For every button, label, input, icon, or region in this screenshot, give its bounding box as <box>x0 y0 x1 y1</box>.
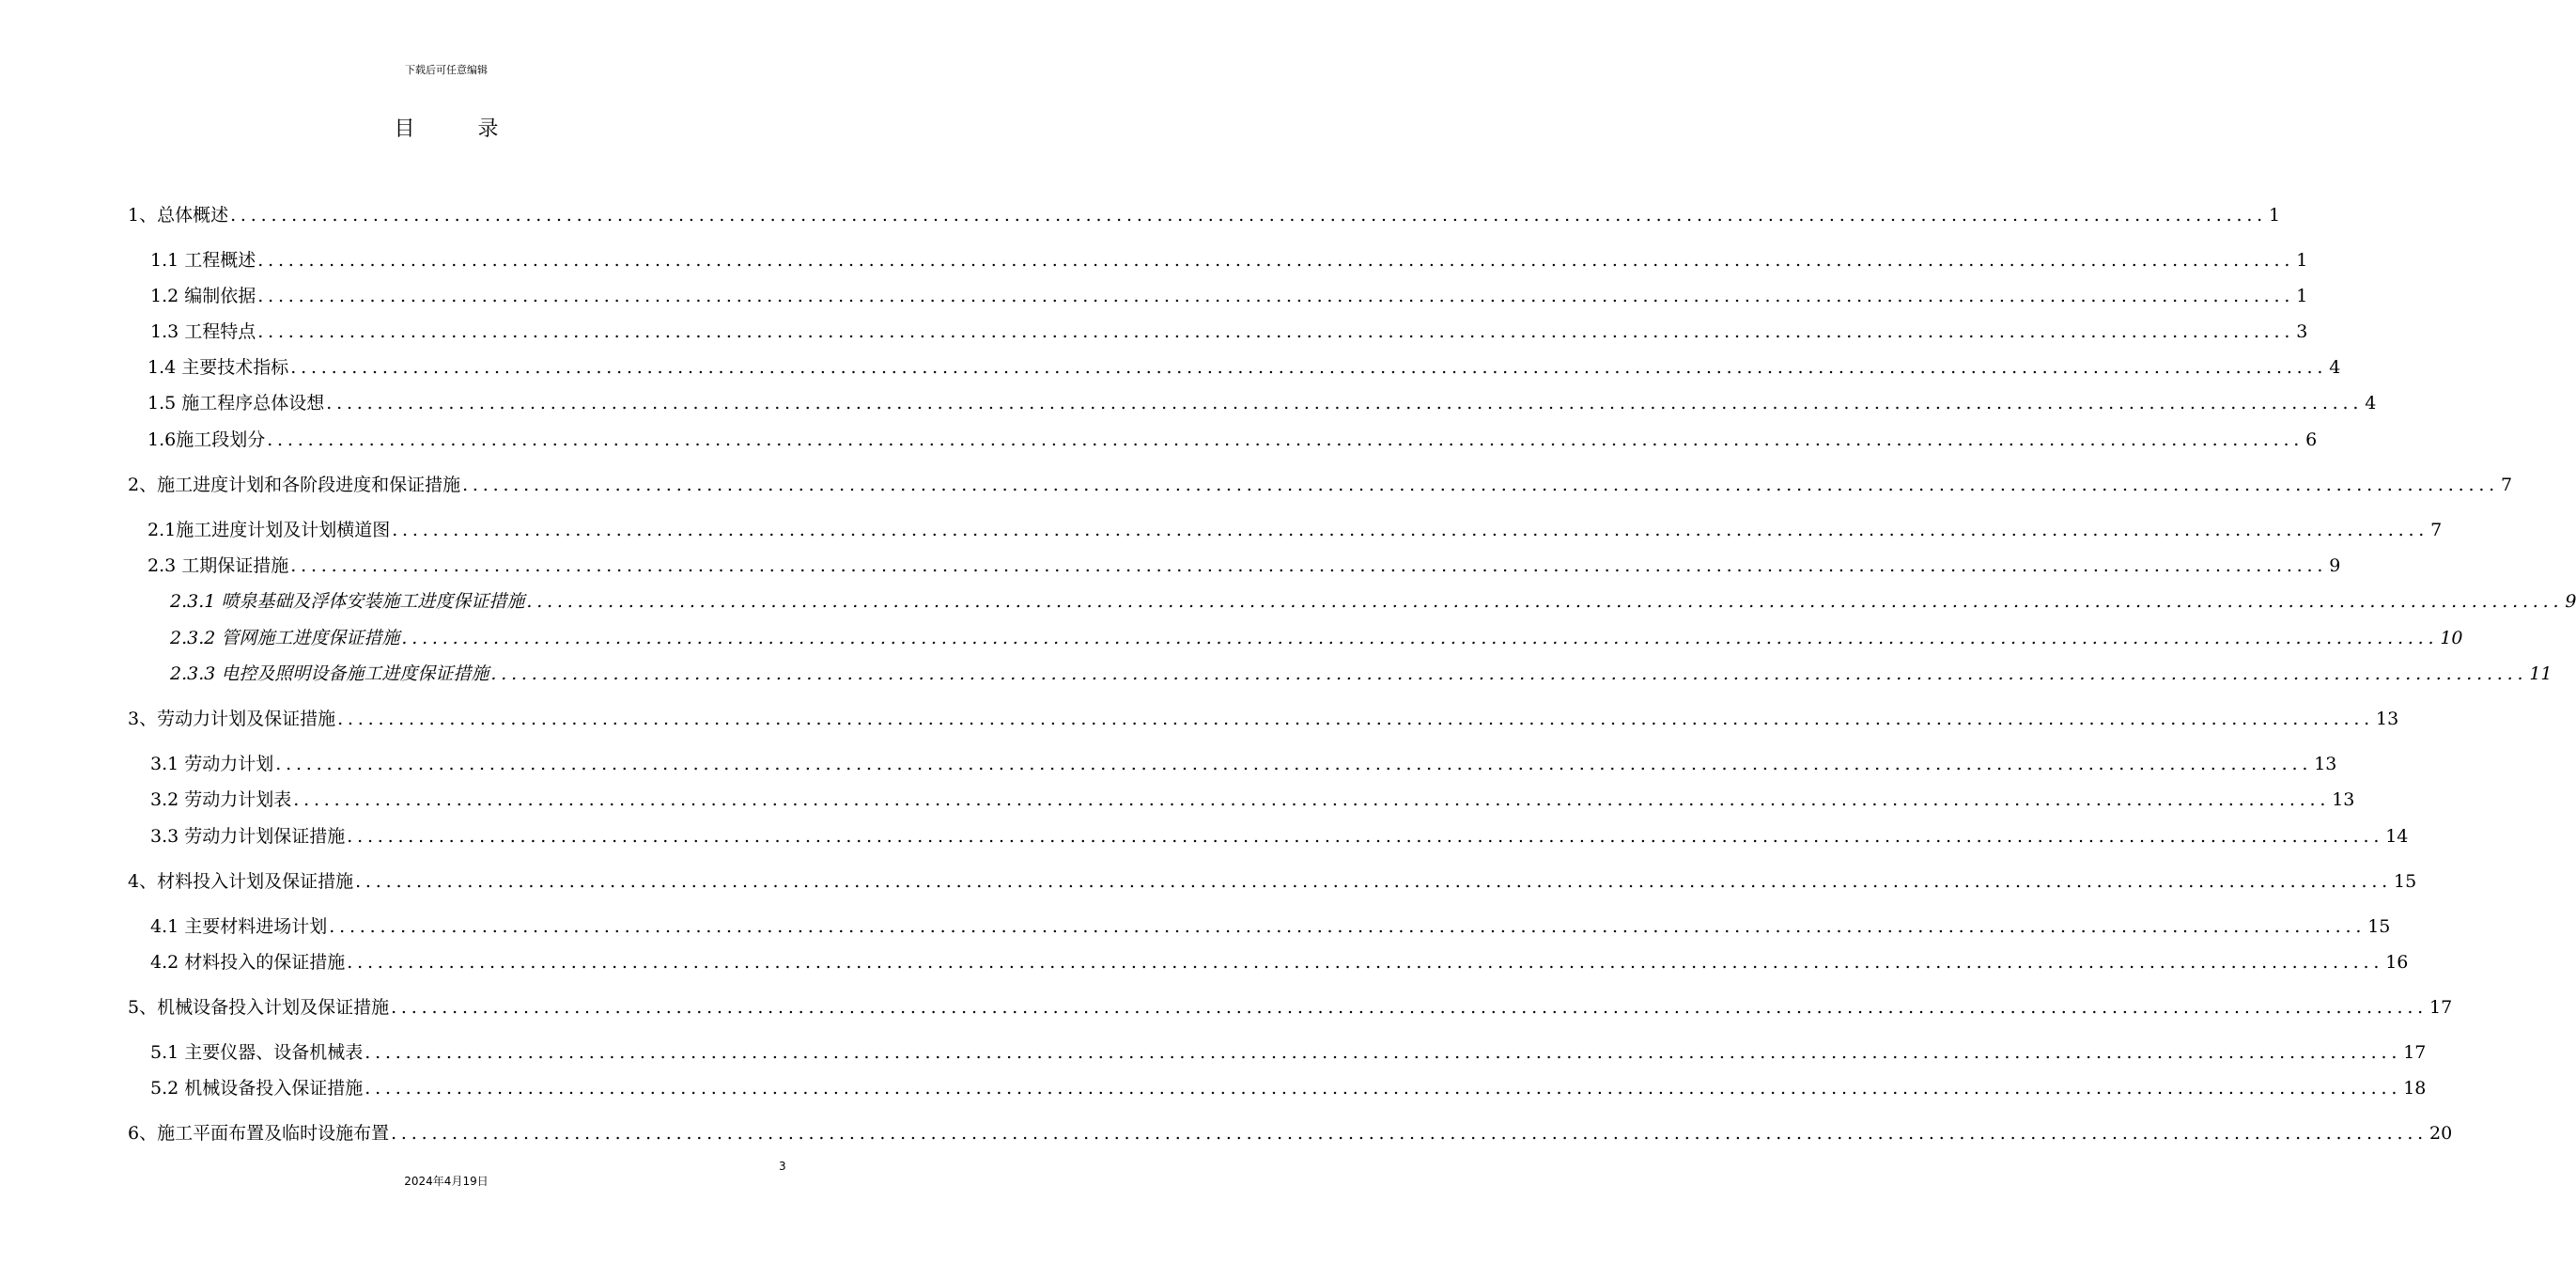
toc-entry-page: 9 <box>2329 555 2341 576</box>
toc-entry[interactable] <box>150 1038 2427 1067</box>
toc-entry-label: 1、总体概述 <box>128 205 229 226</box>
toc-dot-leader: ........................................................................................................................................................................................................ <box>365 1078 2402 1099</box>
toc-entry-label: 5.1 主要仪器、设备机械表 <box>150 1042 364 1063</box>
toc-entry-page: 11 <box>2529 663 2553 684</box>
toc-entry[interactable] <box>150 822 2409 850</box>
toc-dot-leader: ........................................................................................................................................................................................................ <box>391 1123 2429 1144</box>
toc-dot-leader: ........................................................................................................................................................................................................ <box>355 871 2393 892</box>
toc-entry-label: 2.3.2 管网施工进度保证措施 <box>170 628 400 648</box>
toc-dot-leader: ........................................................................................................................................................................................................ <box>290 357 2328 378</box>
toc-entry-label: 4.2 材料投入的保证措施 <box>150 952 346 973</box>
toc-entry-page: 13 <box>2314 754 2337 774</box>
toc-entry-label: 1.4 主要技术指标 <box>147 357 289 378</box>
page-number: 3 <box>779 1160 786 1173</box>
toc-dot-leader: ........................................................................................................................................................................................................ <box>230 205 2268 226</box>
toc-dot-leader: ........................................................................................................................................................................................................ <box>275 754 2313 774</box>
toc-entry-label: 3.2 劳动力计划表 <box>150 789 292 810</box>
toc-dot-leader: ........................................................................................................................................................................................................ <box>293 789 2331 810</box>
toc-entry-page: 7 <box>2430 520 2443 540</box>
toc-entry[interactable] <box>170 660 2553 688</box>
toc-dot-leader: ........................................................................................................................................................................................................ <box>257 250 2295 271</box>
toc-dot-leader: ........................................................................................................................................................................................................ <box>347 826 2384 847</box>
toc-entry[interactable] <box>150 750 2337 778</box>
toc-entry-label: 2、施工进度计划和各阶段进度和保证措施 <box>128 475 461 495</box>
toc-dot-leader: ........................................................................................................................................................................................................ <box>526 591 2564 612</box>
toc-entry-label: 2.3 工期保证措施 <box>147 555 289 576</box>
toc-entry-label: 1.6施工段划分 <box>147 429 266 450</box>
toc-entry-page: 9 <box>2565 591 2576 612</box>
toc-entry[interactable] <box>147 516 2443 544</box>
toc-entry-label: 4、材料投入计划及保证措施 <box>128 871 354 892</box>
toc-dot-leader: ........................................................................................................................................................................................................ <box>337 709 2375 729</box>
toc-entry[interactable] <box>147 353 2341 382</box>
toc-entry-label: 2.1施工进度计划及计划横道图 <box>147 520 391 540</box>
toc-entry[interactable] <box>150 246 2308 274</box>
toc-entry-page: 7 <box>2501 475 2513 495</box>
toc-dot-leader: ........................................................................................................................................................................................................ <box>326 393 2364 413</box>
toc-dot-leader: ........................................................................................................................................................................................................ <box>257 286 2295 306</box>
toc-entry-label: 4.1 主要材料进场计划 <box>150 916 328 937</box>
toc-entry[interactable] <box>128 1119 2453 1147</box>
toc-entry-label: 3.3 劳动力计划保证措施 <box>150 826 346 847</box>
toc-dot-leader: ........................................................................................................................................................................................................ <box>365 1042 2402 1063</box>
toc-dot-leader: ........................................................................................................................................................................................................ <box>347 952 2384 973</box>
toc-dot-leader: ........................................................................................................................................................................................................ <box>329 916 2367 937</box>
page-footer-date: 2024年4月19日 <box>404 1175 489 1188</box>
toc-entry-page: 20 <box>2429 1123 2453 1144</box>
toc-entry-page: 4 <box>2329 357 2341 378</box>
toc-entry[interactable] <box>150 786 2355 814</box>
toc-dot-leader: ........................................................................................................................................................................................................ <box>391 997 2429 1018</box>
toc-entry-page: 17 <box>2429 997 2453 1018</box>
toc-entry-label: 6、施工平面布置及临时设施布置 <box>128 1123 390 1144</box>
toc-entry-label: 1.5 施工程序总体设想 <box>147 393 325 413</box>
toc-entry-page: 15 <box>2367 916 2391 937</box>
toc-dot-leader: ........................................................................................................................................................................................................ <box>267 429 2304 450</box>
toc-entry[interactable] <box>147 426 2318 454</box>
toc-entry[interactable] <box>128 471 2513 499</box>
toc-entry[interactable] <box>150 912 2391 941</box>
toc-entry[interactable] <box>150 318 2308 346</box>
toc-entry-page: 13 <box>2376 709 2399 729</box>
toc-entry-page: 4 <box>2365 393 2377 413</box>
toc-entry[interactable] <box>128 201 2281 229</box>
toc-entry-page: 1 <box>2269 205 2281 226</box>
toc-entry[interactable] <box>128 867 2417 896</box>
toc-entry-page: 14 <box>2385 826 2409 847</box>
toc-entry[interactable] <box>128 705 2399 733</box>
toc-entry[interactable] <box>147 389 2377 417</box>
toc-entry-page: 15 <box>2394 871 2417 892</box>
toc-entry-page: 1 <box>2296 250 2308 271</box>
toc-dot-leader: ........................................................................................................................................................................................................ <box>290 555 2328 576</box>
page-title: 目 录 <box>394 117 527 141</box>
toc-entry[interactable] <box>150 282 2308 310</box>
toc-dot-leader: ........................................................................................................................................................................................................ <box>462 475 2500 495</box>
toc-entry-label: 3、劳动力计划及保证措施 <box>128 709 336 729</box>
toc-dot-leader: ........................................................................................................................................................................................................ <box>392 520 2429 540</box>
toc-entry-page: 18 <box>2403 1078 2427 1099</box>
toc-dot-leader: ........................................................................................................................................................................................................ <box>401 628 2439 648</box>
toc-entry-page: 3 <box>2296 321 2308 342</box>
page-header: 下载后可任意编辑 <box>405 64 488 76</box>
toc-entry-label: 3.1 劳动力计划 <box>150 754 274 774</box>
toc-entry-label: 5.2 机械设备投入保证措施 <box>150 1078 364 1099</box>
toc-dot-leader: ........................................................................................................................................................................................................ <box>490 663 2528 684</box>
toc-entry-label: 2.3.1 喷泉基础及浮体安装施工进度保证措施 <box>170 591 525 612</box>
toc-entry-page: 1 <box>2296 286 2308 306</box>
toc-entry-label: 1.2 编制依据 <box>150 286 256 306</box>
toc-entry-page: 13 <box>2332 789 2355 810</box>
toc-entry[interactable] <box>128 993 2453 1021</box>
toc-entry-label: 1.3 工程特点 <box>150 321 256 342</box>
toc-entry-page: 16 <box>2385 952 2409 973</box>
toc-dot-leader: ........................................................................................................................................................................................................ <box>257 321 2295 342</box>
toc-entry-page: 10 <box>2440 628 2463 648</box>
toc-entry-label: 5、机械设备投入计划及保证措施 <box>128 997 390 1018</box>
toc-entry-page: 6 <box>2305 429 2318 450</box>
toc-entry-page: 17 <box>2403 1042 2427 1063</box>
toc-entry-label: 2.3.3 电控及照明设备施工进度保证措施 <box>170 663 489 684</box>
toc-entry[interactable] <box>170 587 2576 616</box>
toc-entry[interactable] <box>150 1074 2427 1102</box>
toc-entry[interactable] <box>170 624 2463 652</box>
toc-entry-label: 1.1 工程概述 <box>150 250 256 271</box>
toc-entry[interactable] <box>147 552 2341 580</box>
toc-entry[interactable] <box>150 948 2409 976</box>
